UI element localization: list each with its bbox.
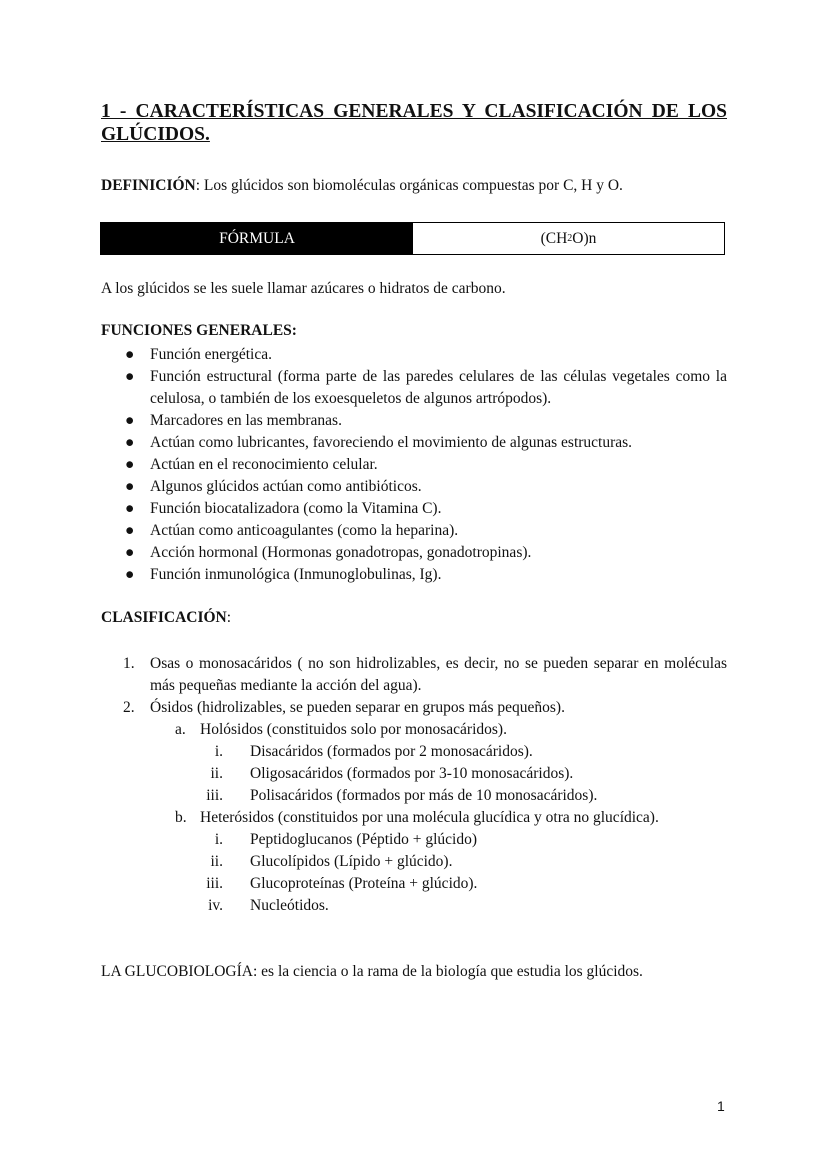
classification-text: Nucleótidos. bbox=[250, 897, 329, 914]
classification-item bbox=[101, 653, 727, 697]
classification-item bbox=[101, 719, 727, 741]
classification-item bbox=[101, 807, 727, 829]
formula-label: FÓRMULA bbox=[101, 223, 413, 254]
classification-text: Ósidos (hidrolizables, se pueden separar en grupos más pequeños). bbox=[150, 699, 565, 716]
formula-sub: 2 bbox=[567, 233, 573, 244]
list-marker: iii. bbox=[206, 787, 223, 804]
definition bbox=[101, 177, 623, 195]
function-text: Función energética. bbox=[150, 346, 272, 363]
bullet-icon: ● bbox=[125, 412, 135, 429]
bullet-icon: ● bbox=[125, 346, 135, 363]
function-item bbox=[101, 410, 727, 432]
function-item bbox=[101, 498, 727, 520]
function-text: Función biocatalizadora (como la Vitamina C). bbox=[150, 500, 442, 517]
function-item bbox=[101, 564, 727, 586]
function-text: Actúan en el reconocimiento celular. bbox=[150, 456, 378, 473]
functions-list bbox=[101, 344, 727, 586]
function-text: Función estructural (forma parte de las paredes celulares de las células vegetales como la celulosa, o también de los exoesqueletos de algunos artrópodos). bbox=[150, 368, 727, 407]
classification-colon: : bbox=[226, 609, 232, 626]
classification-item bbox=[101, 763, 727, 785]
classification-item bbox=[101, 873, 727, 895]
classification-item bbox=[101, 829, 727, 851]
function-text: Acción hormonal (Hormonas gonadotropas, gonadotropinas). bbox=[150, 544, 532, 561]
definition-label: DEFINICIÓN bbox=[101, 177, 196, 194]
list-marker: ii. bbox=[210, 765, 223, 782]
title-line-1: 1 - CARACTERÍSTICAS GENERALES Y CLASIFICACIÓN DE LOS bbox=[101, 101, 727, 122]
function-text: Función inmunológica (Inmunoglobulinas, Ig). bbox=[150, 566, 442, 583]
formula-pre: (CH bbox=[540, 229, 568, 247]
function-item bbox=[101, 542, 727, 564]
list-marker: iii. bbox=[206, 875, 223, 892]
bullet-icon: ● bbox=[125, 456, 135, 473]
classification-text: Holósidos (constituidos solo por monosacáridos). bbox=[200, 721, 507, 738]
formula-post: O)n bbox=[572, 229, 597, 247]
classification-text: Peptidoglucanos (Péptido + glúcido) bbox=[250, 831, 478, 848]
list-marker: ii. bbox=[210, 853, 223, 870]
classification-item bbox=[101, 697, 727, 719]
list-marker: a. bbox=[175, 721, 186, 738]
classification-item bbox=[101, 741, 727, 763]
classification-text: Osas o monosacáridos ( no son hidrolizables, es decir, no se pueden separar en moléculas más pequeñas mediante la acción del agua). bbox=[150, 655, 727, 694]
classification-text: Heterósidos (constituidos por una molécula glucídica y otra no glucídica). bbox=[200, 809, 659, 826]
bullet-icon: ● bbox=[125, 566, 135, 583]
classification-label: CLASIFICACIÓN bbox=[101, 609, 227, 626]
classification-item bbox=[101, 895, 727, 917]
function-item bbox=[101, 520, 727, 542]
classification-list bbox=[101, 653, 727, 917]
function-item bbox=[101, 476, 727, 498]
classification-item bbox=[101, 851, 727, 873]
function-text: Algunos glúcidos actúan como antibióticos. bbox=[150, 478, 422, 495]
functions-heading: FUNCIONES GENERALES: bbox=[101, 322, 297, 339]
classification-text: Disacáridos (formados por 2 monosacáridos). bbox=[250, 743, 533, 760]
function-item bbox=[101, 432, 727, 454]
list-marker: i. bbox=[214, 743, 223, 760]
page-title bbox=[101, 100, 727, 146]
function-item bbox=[101, 454, 727, 476]
bullet-icon: ● bbox=[125, 522, 135, 539]
list-marker: iv. bbox=[208, 897, 223, 914]
list-marker: 1. bbox=[123, 655, 135, 672]
classification-text: Glucoproteínas (Proteína + glúcido). bbox=[250, 875, 478, 892]
classification-text: Oligosacáridos (formados por 3-10 monosacáridos). bbox=[250, 765, 574, 782]
bullet-icon: ● bbox=[125, 368, 135, 385]
function-text: Marcadores en las membranas. bbox=[150, 412, 342, 429]
title-line-2: GLÚCIDOS. bbox=[101, 124, 210, 145]
bullet-icon: ● bbox=[125, 500, 135, 517]
definition-text: : Los glúcidos son biomoléculas orgánicas compuestas por C, H y O. bbox=[195, 177, 623, 194]
classification-item bbox=[101, 785, 727, 807]
glucobiology-paragraph: LA GLUCOBIOLOGÍA: es la ciencia o la rama de la biología que estudia los glúcidos. bbox=[101, 963, 643, 980]
formula-table bbox=[100, 222, 725, 255]
function-text: Actúan como anticoagulantes (como la heparina). bbox=[150, 522, 459, 539]
list-marker: i. bbox=[214, 831, 223, 848]
function-item bbox=[101, 366, 727, 410]
alias-paragraph: A los glúcidos se les suele llamar azúcares o hidratos de carbono. bbox=[101, 280, 506, 297]
list-marker: b. bbox=[175, 809, 187, 826]
bullet-icon: ● bbox=[125, 544, 135, 561]
classification-heading bbox=[101, 609, 231, 627]
list-marker: 2. bbox=[123, 699, 135, 716]
bullet-icon: ● bbox=[125, 478, 135, 495]
function-text: Actúan como lubricantes, favoreciendo el movimiento de algunas estructuras. bbox=[150, 434, 633, 451]
bullet-icon: ● bbox=[125, 434, 135, 451]
classification-text: Glucolípidos (Lípido + glúcido). bbox=[250, 853, 453, 870]
formula-value bbox=[413, 223, 724, 254]
function-item bbox=[101, 344, 727, 366]
page-number: 1 bbox=[717, 1098, 725, 1114]
classification-text: Polisacáridos (formados por más de 10 monosacáridos). bbox=[250, 787, 598, 804]
